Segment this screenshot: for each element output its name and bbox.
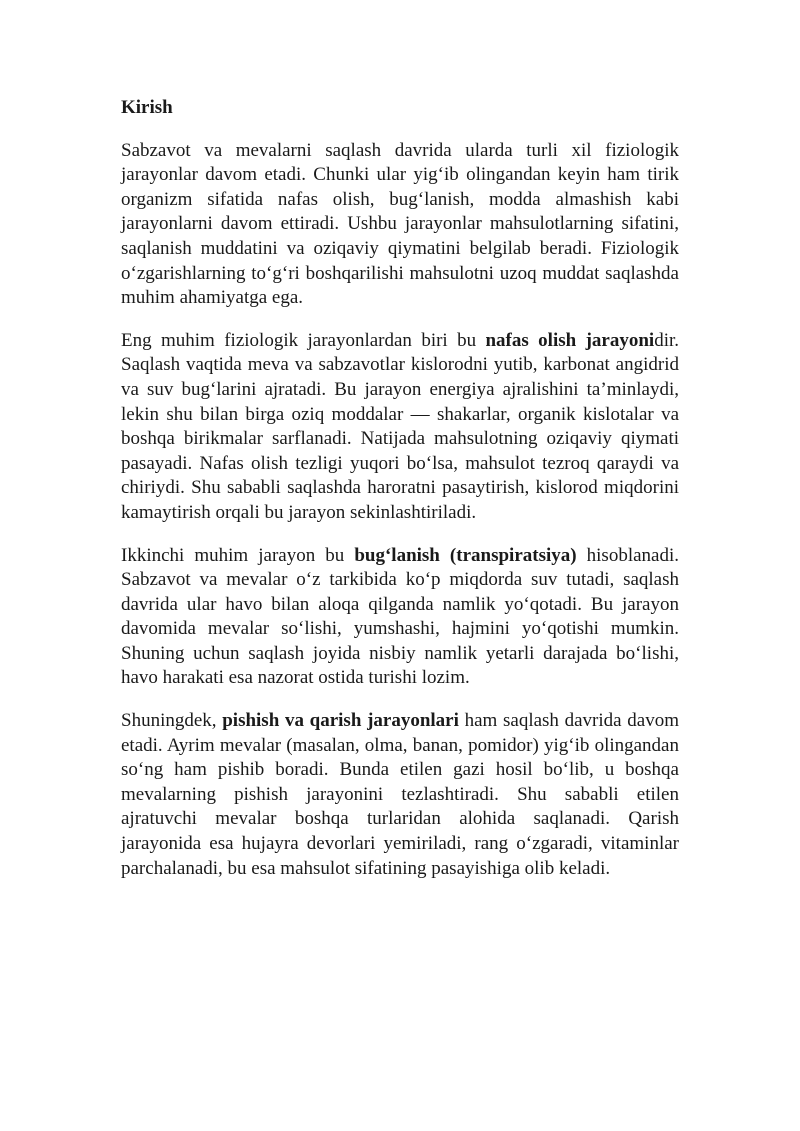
paragraph-2-bold-term: nafas olish jarayoni: [485, 329, 655, 351]
paragraph-3: [121, 544, 679, 692]
paragraph-1: [121, 139, 679, 311]
paragraph-4-rest: ham saqlash davrida davom etadi. Ayrim mevalar (masalan, olma, banan, pomidor) yig‘ib olingandan so‘ng ham pishib boradi. Bunda etilen gazi hosil bo‘lib, u boshqa mevalarning pishish jarayonini tezlashtiradi. Shu sababli etilen ajratuvchi mevalar boshqa turlaridan alohida saqlanadi. Qarish jarayonida esa hujayra devorlari yemiriladi, rang o‘zgaradi, vitaminlar parchalanadi, bu esa mahsulot sifatining pasayishiga olib keladi.: [121, 710, 679, 879]
paragraph-4-lead: Shuningdek,: [121, 710, 223, 732]
paragraph-3-lead: Ikkinchi muhim jarayon bu: [121, 544, 355, 566]
paragraph-4-bold-term: pishish va qarish jarayonlari: [222, 710, 459, 732]
paragraph-3-rest: hisoblanadi. Sabzavot va mevalar o‘z tarkibida ko‘p miqdorda suv tutadi, saqlash davrida ular havo bilan aloqa qilganda namlik yo‘qotadi. Bu jarayon davomida mevalar so‘lishi, yumshashi, hajmini yo‘qotishi mumkin. Shuning uchun saqlash joyida nisbiy namlik yetarli darajada bo‘lishi, havo harakati esa nazorat ostida turishi lozim.: [121, 544, 679, 689]
paragraph-4: [121, 709, 679, 881]
paragraph-2-lead: Eng muhim fiziologik jarayonlardan biri bu: [121, 329, 486, 351]
section-heading: Kirish: [121, 97, 173, 118]
document-body: [121, 96, 679, 899]
paragraph-2-rest: dir. Saqlash vaqtida meva va sabzavotlar kislorodni yutib, karbonat angidrid va suv bug‘larini ajratadi. Bu jarayon energiya ajralishini ta’minlaydi, lekin shu bilan birga oziq moddalar — shakarlar, organik kislotalar va boshqa birikmalar sarflanadi. Natijada mahsulotning oziqaviy qiymati pasayadi. Nafas olish tezligi yuqori bo‘lsa, mahsulot tezroq qaraydi va chiriydi. Shu sababli saqlashda haroratni pasaytirish, kislorod miqdorini kamaytirish orqali bu jarayon sekinlashtiriladi.: [121, 329, 679, 523]
paragraph-2: [121, 329, 679, 526]
paragraph-3-bold-term: bug‘lanish (transpiratsiya): [354, 544, 577, 566]
paragraph-1-text: Sabzavot va mevalarni saqlash davrida ularda turli xil fiziologik jarayonlar davom etadi. Chunki ular yig‘ib olingandan keyin ham tirik organizm sifatida nafas olish, bug‘lanish, modda almashish kabi jarayonlarni davom ettiradi. Ushbu jarayonlar mahsulotlarning sifatini, saqlanish muddatini va oziqaviy qiymatini belgilab beradi. Fiziologik o‘zgarishlarning to‘g‘ri boshqarilishi mahsulotni uzoq muddat saqlashda muhim ahamiyatga ega.: [121, 139, 679, 309]
